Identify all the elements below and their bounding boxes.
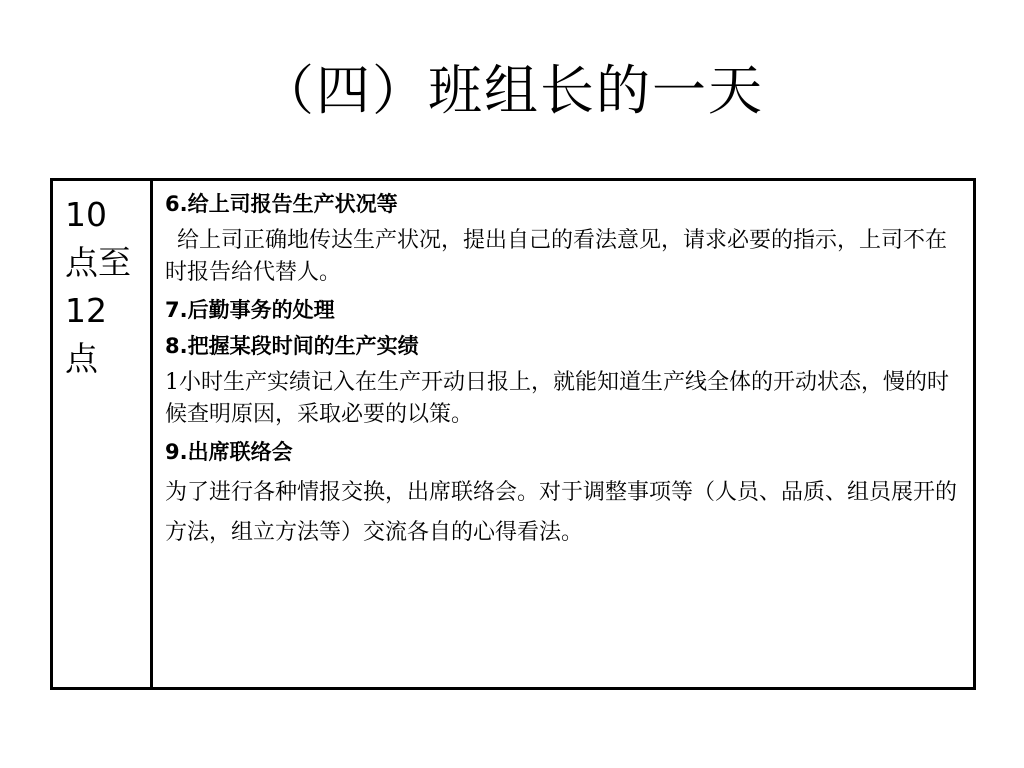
item-8-heading: 8.把握某段时间的生产实绩 [165, 334, 419, 358]
item-6-text: 给上司正确地传达生产状况，提出自己的看法意见，请求必要的指示，上司不在时报告给代替人。 [165, 228, 948, 285]
time-range-cell [53, 181, 153, 687]
time-connector: 点至 [65, 243, 131, 282]
item-7-heading: 7.后勤事务的处理 [165, 298, 335, 322]
time-unit: 点 [65, 339, 98, 378]
item-9-heading: 9.出席联络会 [165, 440, 293, 464]
page-title: （四）班组长的一天 [260, 59, 764, 122]
task-content-cell [153, 181, 973, 687]
time-start-hour: 10 [65, 195, 107, 234]
item-6-heading: 6.给上司报告生产状况等 [165, 192, 398, 216]
time-end-hour: 12 [65, 291, 107, 330]
item-8-text: 1小时生产实绩记入在生产开动日报上，就能知道生产线全体的开动状态，慢的时候查明原因，采取必要的以策。 [165, 370, 949, 427]
item-9-text: 为了进行各种情报交换，出席联络会。对于调整事项等（人员、品质、组员展开的方法，组立方法等）交流各自的心得看法。 [165, 480, 958, 545]
schedule-table [50, 178, 976, 690]
